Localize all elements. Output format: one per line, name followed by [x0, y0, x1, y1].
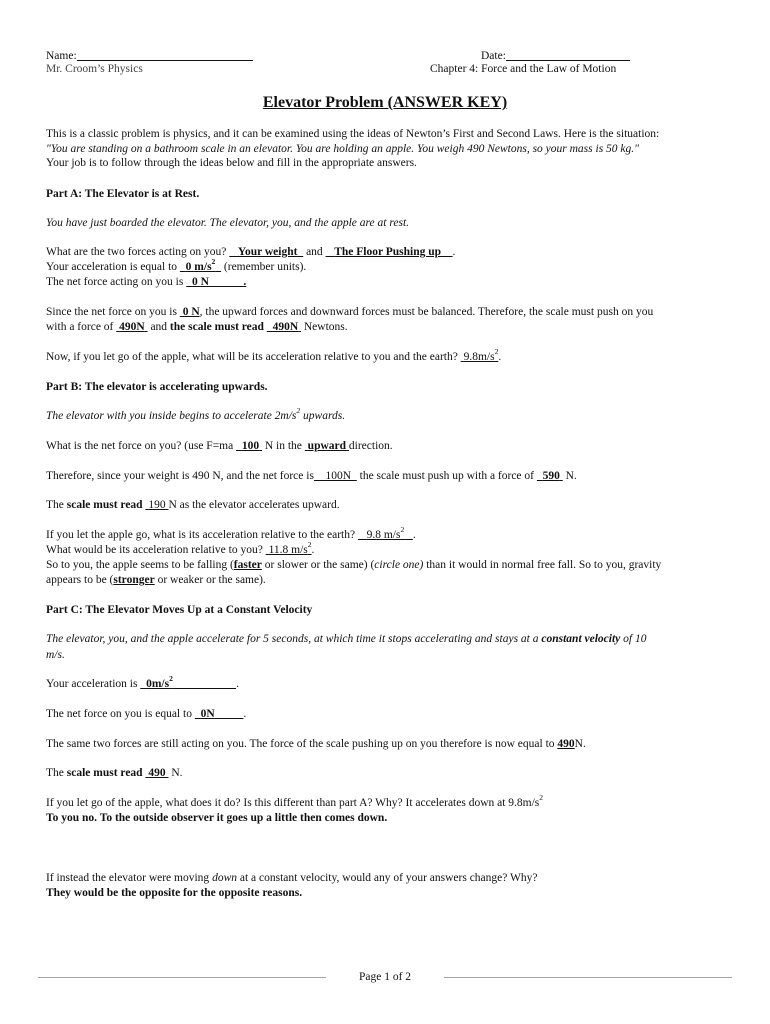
- question-text: If instead the elevator were moving: [46, 872, 210, 884]
- answer-value: 490N: [272, 321, 299, 333]
- answer-blank[interactable]: [326, 246, 453, 258]
- answer-value: 490N: [119, 321, 145, 333]
- answer-value[interactable]: 490: [557, 738, 575, 750]
- part-a-heading: Part A: The Elevator is at Rest.: [46, 188, 200, 200]
- answer-blank[interactable]: [537, 470, 563, 482]
- scenario-text: The elevator, you, and the apple accelerate for 5 seconds, at which time it stops accelerating and stays at a: [46, 633, 539, 645]
- question-text: The net force acting on you is: [46, 276, 184, 288]
- answer-value: 9.8 m/s: [366, 529, 401, 541]
- part-b-q6-line2: [46, 574, 266, 586]
- superscript: 2: [169, 674, 173, 684]
- answer-blank[interactable]: [116, 321, 147, 333]
- question-text: The: [46, 767, 64, 779]
- question-text: .: [412, 529, 416, 541]
- page-number: Page 1 of 2: [358, 971, 412, 983]
- answer-blank[interactable]: [180, 257, 221, 273]
- intro-instructions: Your job is to follow through the ideas below and fill in the appropriate answers.: [46, 157, 417, 170]
- paragraph-text: with a force of: [46, 321, 114, 333]
- scenario-text: constant velocity: [541, 633, 621, 645]
- answer-value: 0 m/s: [185, 261, 212, 273]
- part-b-q2: [46, 470, 577, 482]
- answer-value: .: [243, 276, 247, 288]
- part-b-q6-line1: [46, 559, 661, 571]
- part-c-q4: [46, 767, 183, 779]
- paragraph-text: , the upward forces and downward forces must be balanced. Therefore, the scale must push on you: [199, 306, 654, 318]
- answer-blank[interactable]: [229, 246, 303, 258]
- answer-value: Your weight: [237, 246, 298, 258]
- question-text: If you let go of the apple, what does it do? Is this different than part A? Why? It accelerates down at 9.8m/s: [46, 797, 540, 809]
- part-a-q4: [46, 347, 502, 363]
- part-a-scenario: You have just boarded the elevator. The elevator, you, and the apple are at rest.: [46, 217, 410, 229]
- answer-value: 490: [148, 767, 166, 779]
- question-text: the scale must push up with a force of: [359, 470, 534, 482]
- question-text: appears to be (: [46, 574, 114, 586]
- question-text: Your acceleration is: [46, 678, 138, 690]
- question-text: or weaker or the same).: [157, 574, 266, 586]
- answer-value: 0 N: [182, 306, 200, 318]
- question-text: .: [236, 678, 239, 690]
- intro-quote: "You are standing on a bathroom scale in an elevator. You are holding an apple. You weigh 490 Newtons, so your mass is 50 kg.": [46, 142, 639, 155]
- answer-value: 11.8 m/s: [268, 544, 308, 556]
- question-text: scale must read: [66, 767, 143, 779]
- part-c-heading: Part C: The Elevator Moves Up at a Constant Velocity: [46, 604, 313, 616]
- part-c-q2: [46, 708, 246, 720]
- answer-value[interactable]: faster: [233, 559, 262, 571]
- part-b-q3: [46, 499, 340, 511]
- question-text: .: [498, 351, 502, 363]
- question-text: .: [311, 544, 315, 556]
- question-text: N.: [565, 470, 577, 482]
- part-b-q1: [46, 440, 393, 452]
- question-text: Now, if you let go of the apple, what will be its acceleration relative to you and the earth?: [46, 351, 458, 363]
- answer-blank[interactable]: [145, 499, 168, 511]
- page-title: Elevator Problem (ANSWER KEY): [262, 94, 508, 111]
- question-text: and: [306, 246, 323, 258]
- answer-blank[interactable]: [236, 440, 262, 452]
- answer-value: 9.8m/s: [463, 351, 495, 363]
- part-c-q5: [46, 793, 544, 809]
- question-text: N.: [574, 738, 586, 750]
- question-text: So to you, the apple seems to be falling (: [46, 559, 234, 571]
- name-label: Name:: [46, 50, 77, 62]
- question-text: The same two forces are still acting on you. The force of the scale pushing up on you therefore is now equal to: [46, 738, 555, 750]
- superscript: 2: [211, 257, 216, 267]
- superscript: 2: [494, 347, 499, 357]
- part-b-q5: [46, 540, 315, 556]
- question-text: Therefore, since your weight is 490 N, and the net force is: [46, 470, 314, 482]
- answer-value: 0N: [200, 708, 215, 720]
- answer-value: 590: [542, 470, 560, 482]
- answer-value: The Floor Pushing up: [334, 246, 442, 258]
- part-b-heading: Part B: The elevator is accelerating upwards.: [46, 381, 268, 393]
- answer-blank[interactable]: [186, 276, 246, 288]
- part-a-q1: [46, 246, 455, 258]
- date-blank[interactable]: [506, 48, 630, 61]
- answer-blank[interactable]: [305, 440, 349, 452]
- intro-paragraph: [46, 127, 726, 171]
- answer-blank[interactable]: [358, 525, 413, 541]
- question-text: at a constant velocity, would any of your answers change? Why?: [239, 872, 538, 884]
- scenario-text: of 10: [623, 633, 647, 645]
- date-field: [481, 46, 630, 62]
- part-b-scenario: [46, 406, 346, 422]
- superscript: 2: [307, 540, 312, 550]
- superscript: 2: [539, 793, 544, 803]
- part-a-p1-line2: [46, 321, 348, 333]
- name-blank[interactable]: [77, 48, 253, 61]
- paragraph-text: Since the net force on you is: [46, 306, 177, 318]
- scenario-text: upwards.: [303, 410, 346, 422]
- answer-value[interactable]: stronger: [113, 574, 155, 586]
- answer-blank[interactable]: [267, 321, 301, 333]
- question-text: .: [452, 246, 456, 258]
- chapter-title: Chapter 4: Force and the Law of Motion: [430, 63, 617, 75]
- part-b-q4: [46, 525, 416, 541]
- question-text: What would be its acceleration relative to you?: [46, 544, 263, 556]
- name-field: [46, 46, 253, 62]
- superscript: 2: [400, 525, 405, 535]
- part-a-q3: [46, 276, 246, 288]
- answer-blank[interactable]: [314, 470, 357, 482]
- paragraph-text: Newtons.: [303, 321, 348, 333]
- date-label: Date:: [481, 50, 506, 62]
- part-c-scenario-line2: m/s.: [46, 649, 65, 661]
- answer-value: 100N: [325, 470, 351, 482]
- paragraph-text: and: [150, 321, 168, 333]
- question-text: N in the: [264, 440, 302, 452]
- answer-value: upward: [307, 440, 347, 452]
- question-text: If you let the apple go, what is its acceleration relative to the earth?: [46, 529, 356, 541]
- question-text: or slower or the same) (: [264, 559, 375, 571]
- question-text: down: [212, 872, 237, 884]
- part-c-q1: [46, 674, 239, 690]
- answer-blank[interactable]: [140, 674, 236, 690]
- part-c-scenario-line1: [46, 633, 646, 645]
- answer-blank[interactable]: [145, 767, 168, 779]
- answer-blank[interactable]: [195, 708, 247, 720]
- answer-blank[interactable]: [461, 347, 502, 363]
- question-text: What are the two forces acting on you?: [46, 246, 227, 258]
- question-text: scale must read: [66, 499, 143, 511]
- question-text: N as the elevator accelerates upward.: [168, 499, 340, 511]
- answer-value: 190: [148, 499, 166, 511]
- superscript: 2: [296, 406, 301, 416]
- question-text: The net force on you is equal to: [46, 708, 192, 720]
- intro-line: This is a classic problem is physics, and it can be examined using the ideas of Newton’s First and Second Laws. Here is the situation:: [46, 128, 660, 140]
- part-a-q2: [46, 257, 307, 273]
- question-text: What is the net force on you? (use F=ma: [46, 440, 234, 452]
- question-text: (remember units).: [223, 261, 307, 273]
- answer-blank[interactable]: [180, 306, 200, 318]
- question-text: Your acceleration is equal to: [46, 261, 178, 273]
- question-text: circle one): [374, 559, 424, 571]
- answer-value: 100: [241, 440, 260, 452]
- part-c-q6: [46, 872, 537, 884]
- part-c-q5-answer: To you no. To the outside observer it goes up a little then comes down.: [46, 812, 388, 824]
- scenario-text: The elevator with you inside begins to accelerate 2m/s: [46, 410, 297, 422]
- question-text: The: [46, 499, 64, 511]
- answer-value: 0 N: [191, 276, 209, 288]
- answer-blank[interactable]: [266, 540, 312, 556]
- question-text: N.: [171, 767, 183, 779]
- question-text: .: [243, 708, 247, 720]
- answer-value: 0m/s: [146, 678, 170, 690]
- teacher-name: Mr. Croom’s Physics: [46, 63, 143, 75]
- question-text: than it would in normal free fall. So to you, gravity: [426, 559, 662, 571]
- part-c-q6-answer: They would be the opposite for the opposite reasons.: [46, 887, 303, 899]
- part-c-q3: [46, 738, 586, 750]
- paragraph-text: the scale must read: [169, 321, 264, 333]
- part-a-p1-line1: [46, 306, 653, 318]
- question-text: direction.: [348, 440, 393, 452]
